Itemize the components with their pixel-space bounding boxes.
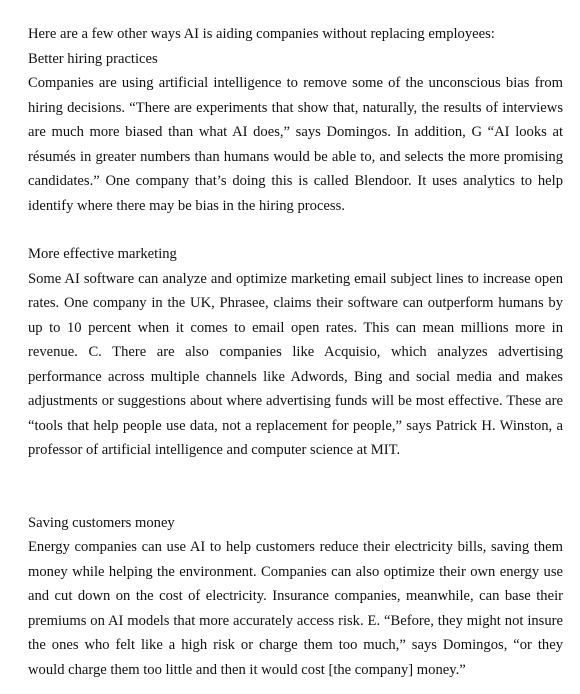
section-hiring xyxy=(28,47,563,219)
paragraph-spacer xyxy=(28,463,563,511)
section-heading-saving: Saving customers money xyxy=(28,514,175,531)
intro-text: Here are a few other ways AI is aiding companies without replacing employees: xyxy=(28,26,495,42)
section-body-saving: Energy companies can use AI to help customers reduce their electricity bills, saving them money while helping the environment. Companies can also optimize their own energy use and cut down on the cost of electricity. Insurance companies, meanwhile, can base their premiums on AI models that more accurately access risk. E. “Before, they might not insure the ones who felt like a high risk or charge them too much,” says Domingos, “or they would charge them too little and then it would cost [the company] money.” xyxy=(28,539,563,678)
section-heading-hiring: Better hiring practices xyxy=(28,50,158,67)
section-body-hiring: Companies are using artificial intelligence to remove some of the unconscious bias from hiring decisions. “There are experiments that show that, naturally, the results of interviews are much more biased than what AI does,” says Domingos. In addition, G “AI looks at résumés in greater numbers than humans would be able to, and selects the more promising candidates.” One company that’s doing this is called Blendoor. It uses analytics to help identify where there may be bias in the hiring process. xyxy=(28,75,563,214)
section-heading-marketing: More effective marketing xyxy=(28,246,177,262)
document-page xyxy=(28,22,563,682)
section-marketing xyxy=(28,242,563,463)
section-body-marketing: Some AI software can analyze and optimize marketing email subject lines to increase open rates. One company in the UK, Phrasee, claims their software can outperform humans by up to 10 percent when it comes to email open rates. This can mean millions more in revenue. C. There are also companies like Acquisio, which analyzes advertising performance across multiple channels like Adwords, Bing and social media and makes adjustments or suggestions about where advertising funds will be most effective. These are “tools that help people use data, not a replacement for people,” says Patrick H. Winston, a professor of artificial intelligence and computer science at MIT. xyxy=(28,270,563,458)
paragraph-spacer xyxy=(28,218,563,242)
section-saving xyxy=(28,511,563,683)
